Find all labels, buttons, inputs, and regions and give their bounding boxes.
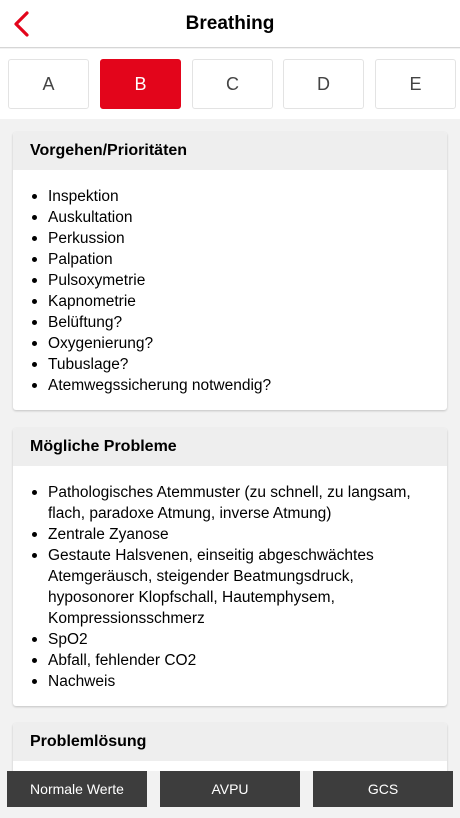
card-list (13, 170, 447, 410)
card-vorgehen-prioritaeten (13, 132, 447, 410)
list-item: Nachweis (30, 671, 431, 692)
gcs-button[interactable]: GCS (313, 771, 453, 807)
card-list (13, 466, 447, 706)
card-title: Mögliche Probleme (13, 428, 447, 466)
tab-a[interactable]: A (8, 59, 89, 109)
list-item: Abfall, fehlender CO2 (30, 650, 431, 671)
tab-e[interactable]: E (375, 59, 456, 109)
list-item: Gestaute Halsvenen, einseitig abgeschwächtes Atemgeräusch, steigender Beatmungsdruck, hyposonorer Klopfschall, Hautemphysem, Kompressionsschmerz (30, 545, 431, 629)
card-title: Problemlösung (13, 723, 447, 761)
navigation-bar (0, 0, 460, 48)
list-item: SpO2 (30, 629, 431, 650)
list-item: Kapnometrie (30, 291, 431, 312)
list-item: Auskultation (30, 207, 431, 228)
tab-d[interactable]: D (283, 59, 364, 109)
tab-b[interactable]: B (100, 59, 181, 109)
bottom-toolbar (0, 771, 460, 818)
scroll-content[interactable] (0, 119, 460, 771)
list-item: Tubuslage? (30, 354, 431, 375)
list-item: Perkussion (30, 228, 431, 249)
list-item: Inspektion (30, 186, 431, 207)
list-item: Zentrale Zyanose (30, 524, 431, 545)
avpu-button[interactable]: AVPU (160, 771, 300, 807)
list-item: Atemwegssicherung notwendig? (30, 375, 431, 396)
card-moegliche-probleme (13, 428, 447, 706)
list-item: Oxygenierung? (30, 333, 431, 354)
tab-c[interactable]: C (192, 59, 273, 109)
abcde-tab-bar (0, 49, 460, 119)
list-item: Belüftung? (30, 312, 431, 333)
list-item: Palpation (30, 249, 431, 270)
normale-werte-button[interactable]: Normale Werte (7, 771, 147, 807)
list-item: Pathologisches Atemmuster (zu schnell, zu langsam, flach, paradoxe Atmung, inverse Atmung) (30, 482, 431, 524)
list-item: Pulsoxymetrie (30, 270, 431, 291)
card-title: Vorgehen/Prioritäten (13, 132, 447, 170)
page-title: Breathing (185, 13, 275, 34)
card-problemloesung (13, 723, 447, 771)
